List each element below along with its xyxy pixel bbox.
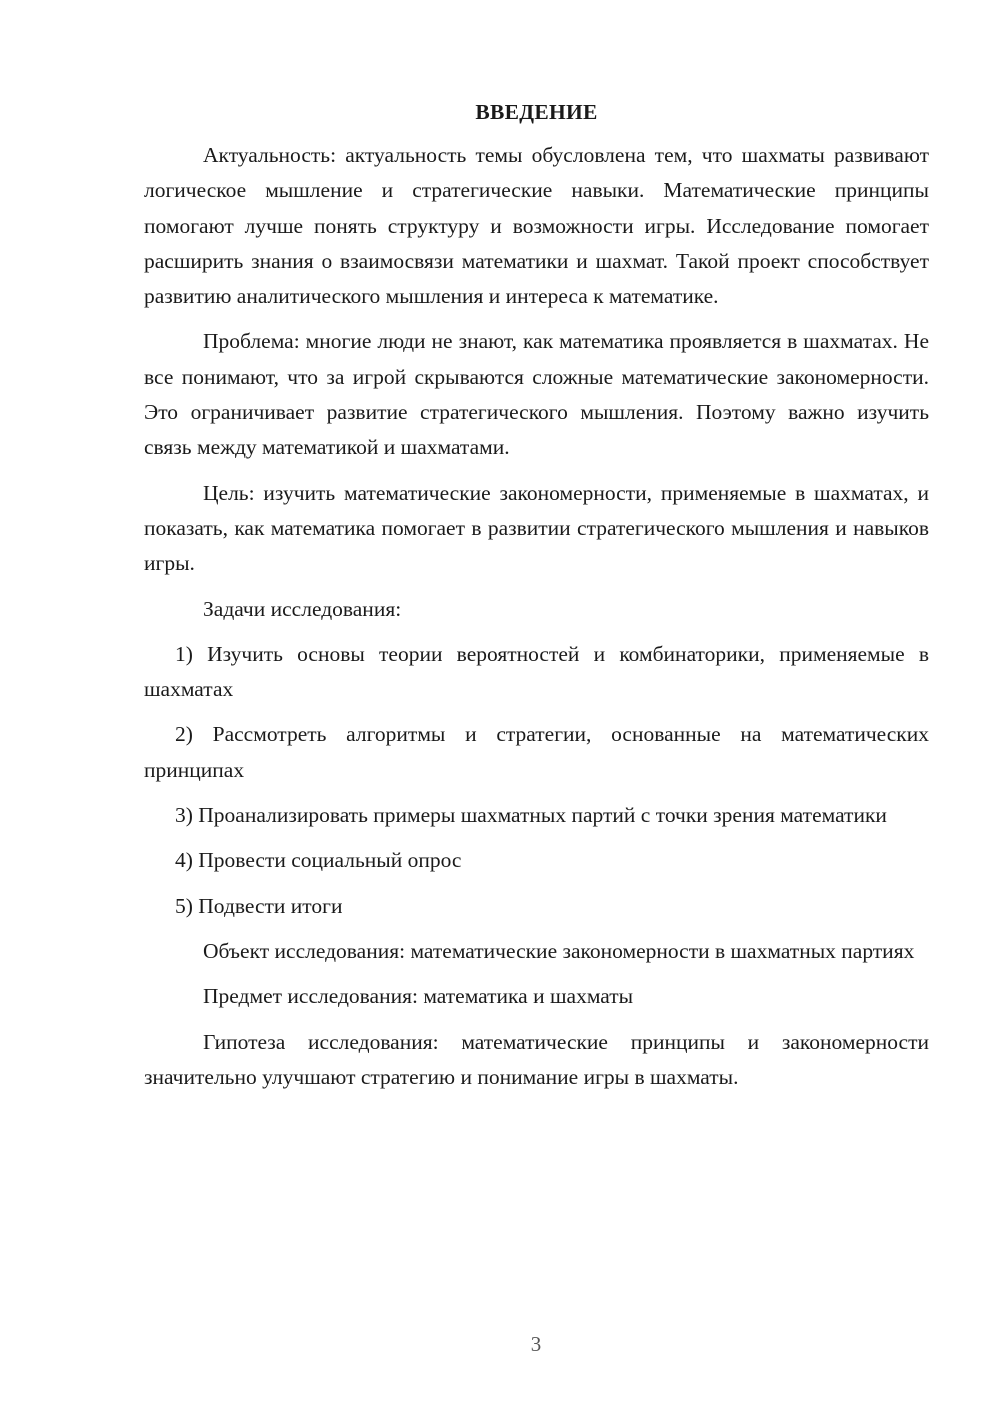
page-body	[144, 96, 929, 1095]
section-title: ВВЕДЕНИЕ	[475, 100, 598, 124]
object-paragraph: Объект исследования: математические закономерности в шахматных партиях	[203, 938, 915, 963]
goal-paragraph: Цель: изучить математические закономерности, применяемые в шахматах, и показать, как математика помогает в развитии стратегического мышления и навыков игры.	[144, 480, 929, 576]
task-item: 2) Рассмотреть алгоритмы и стратегии, основанные на математических принципах	[144, 722, 929, 782]
hypothesis-paragraph: Гипотеза исследования: математические принципы и закономерности значительно улучшают стратегию и понимание игры в шахматы.	[144, 1029, 929, 1089]
task-item: 5) Подвести итоги	[175, 893, 343, 918]
problem-paragraph: Проблема: многие люди не знают, как математика проявляется в шахматах. Не все понимают, что за игрой скрываются сложные математические закономерности. Это ограничивает развитие стратегического мышления. Поэтому важно изучить связь между математикой и шахматами.	[144, 329, 929, 460]
subject-paragraph: Предмет исследования: математика и шахматы	[203, 984, 634, 1009]
tasks-heading: Задачи исследования:	[203, 596, 402, 621]
page-number: 3	[530, 1332, 542, 1356]
task-item: 4) Провести социальный опрос	[175, 848, 462, 873]
task-item: 3) Проанализировать примеры шахматных партий с точки зрения математики	[175, 803, 887, 828]
task-item: 1) Изучить основы теории вероятностей и комбинаторики, применяемые в шахматах	[144, 641, 929, 702]
relevance-paragraph: Актуальность: актуальность темы обусловлена тем, что шахматы развивают логическое мышление и стратегические навыки. Математические принципы помогают лучше понять структуру и возможности игры. Исследование помогает расширить знания о взаимосвязи математики и шахмат. Такой проект способствует развитию аналитического мышления и интереса к математике.	[144, 143, 929, 309]
